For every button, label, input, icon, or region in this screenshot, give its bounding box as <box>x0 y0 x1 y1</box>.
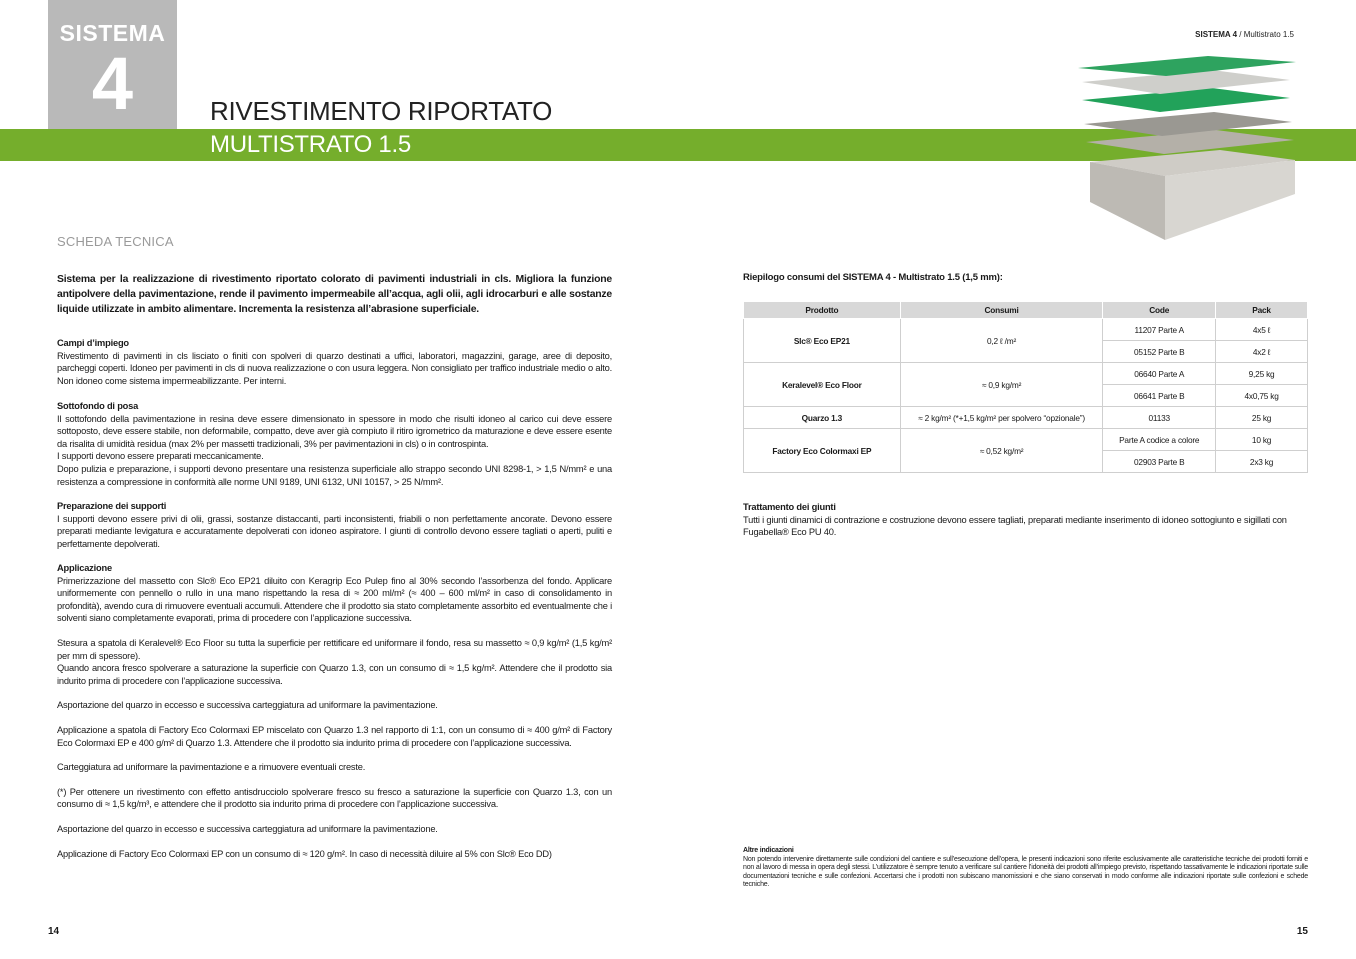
header-prodotto: Prodotto <box>744 302 901 319</box>
preparazione-text: I supporti devono essere privi di olii, grassi, sostanze distaccanti, parti inconsistenti, friabili o non perfettamente ancorate. Devono essere preparati mediante levigatura e accuratamente depolverati con idoneo aspiratore. I giunti di controllo devono essere tagliati o aperti, puliti e perfettamente depolverati. <box>57 513 612 549</box>
running-head <box>1195 30 1294 39</box>
cell-consumi: ≈ 0,52 kg/m² <box>900 429 1103 473</box>
cell-pack: 10 kg <box>1216 429 1308 451</box>
sottofondo-section <box>57 400 612 488</box>
campi-section <box>57 337 612 387</box>
applicazione-p3: Asportazione del quarzo in eccesso e successiva carteggiatura ad uniformare la pavimentazione. <box>57 700 438 711</box>
cell-code: 01133 <box>1103 407 1216 429</box>
page-subtitle: MULTISTRATO 1.5 <box>210 131 411 158</box>
badge-label: SISTEMA <box>59 20 166 46</box>
layer-green-top <box>1078 56 1296 76</box>
header-consumi: Consumi <box>900 302 1103 319</box>
layer-primer <box>1086 130 1294 154</box>
table-title: Riepilogo consumi del SISTEMA 4 - Multistrato 1.5 (1,5 mm): <box>743 272 1003 283</box>
header-code: Code <box>1103 302 1216 319</box>
table-row <box>744 319 1308 341</box>
cell-pack: 9,25 kg <box>1216 363 1308 385</box>
cell-pack: 4x2 ℓ <box>1216 341 1308 363</box>
system-badge <box>48 0 177 129</box>
cell-consumi: ≈ 2 kg/m² (*+1,5 kg/m² per spolvero “opzionale”) <box>900 407 1103 429</box>
applicazione-p8: Applicazione di Factory Eco Colormaxi EP con un consumo di ≈ 120 g/m². In caso di necessità diluire al 5% con Slc® Eco DD) <box>57 848 552 859</box>
cell-consumi: 0,2 ℓ /m² <box>900 319 1103 363</box>
applicazione-p2b: Quando ancora fresco spolverare a saturazione la superficie con Quarzo 1.3, con un consumo di ≈ 1,5 kg/m². Attendere che il prodotto sia indurito prima di procedere con l’applicazione successiva. <box>57 663 612 686</box>
altre-text: Non potendo intervenire direttamente sulle condizioni del cantiere e sull’esecuzione dell’opera, le presenti indicazioni sono riferite esclusivamente alle caratteristiche tecniche dei prodotti forniti e non al lavoro di messa in opera degli stessi. L’utilizzatore è sempre tenuto a verificare sul cantiere l’idoneità dei prodotti all’impiego previsto, rispettando tassativamente le indicazioni riportate sulle documentazioni tecniche e sulle confezioni. Accertarsi che i prodotti non subiscano manomissioni e che siano conservati in modo conforme alle indicazioni riportate sulle confezioni e schede tecniche. <box>743 855 1308 889</box>
running-head-product: / Multistrato 1.5 <box>1237 30 1294 39</box>
cell-code: 06640 Parte A <box>1103 363 1216 385</box>
giunti-section <box>743 501 1308 539</box>
page-number-right: 15 <box>1296 926 1308 937</box>
cell-pack: 25 kg <box>1216 407 1308 429</box>
giunti-text: Tutti i giunti dinamici di contrazione e costruzione devono essere tagliati, preparati mediante inserimento di idoneo sottogiunto e sigillati con Fugabella® Eco PU 40. <box>743 514 1287 538</box>
applicazione-p6: (*) Per ottenere un rivestimento con effetto antisdrucciolo spolverare fresco su fresco a saturazione la superficie con Quarzo 1.3, con un consumo di ≈ 1,5 kg/m³, e attendere che il prodotto sia indurito prima di procedere con l’applicazione successiva. <box>57 786 612 810</box>
table-header-row <box>744 302 1308 319</box>
section-label: SCHEDA TECNICA <box>57 234 174 249</box>
cell-consumi: ≈ 0,9 kg/m² <box>900 363 1103 407</box>
cell-pack: 2x3 kg <box>1216 451 1308 473</box>
cell-code: 06641 Parte B <box>1103 385 1216 407</box>
page-title: RIVESTIMENTO RIPORTATO <box>210 96 553 126</box>
page-number-left: 14 <box>48 926 60 937</box>
table-row <box>744 429 1308 451</box>
campi-text: Rivestimento di pavimenti in cls lisciato o finiti con spolveri di quarzo destinati a uffici, laboratori, magazzini, garage, aree di deposito, parcheggi coperti. Idoneo per pavimenti in cls di nuova realizzazione o con usura leggera. Non consigliato per traffico industriale medio o alto. Non idoneo come sistema impermeabilizzante. Per interni. <box>57 350 612 386</box>
sottofondo-heading: Sottofondo di posa <box>57 401 139 411</box>
cell-pack: 4x0,75 kg <box>1216 385 1308 407</box>
sottofondo-p2: I supporti devono essere preparati meccanicamente. <box>57 451 264 462</box>
header-pack: Pack <box>1216 302 1308 319</box>
layer-quartz <box>1084 112 1292 136</box>
altre-heading: Altre indicazioni <box>743 847 794 854</box>
applicazione-p4: Applicazione a spatola di Factory Eco Colormaxi EP miscelato con Quarzo 1.3 nel rapporto di 1:1, con un consumo di ≈ 400 g/m² di Factory Eco Colormaxi EP e 400 g/m² di Quarzo 1.3. Attendere che il prodotto sia indurito prima di procedere con l’applicazione successiva. <box>57 724 612 748</box>
sottofondo-p3: Dopo pulizia e preparazione, i supporti devono presentare una resistenza superficiale allo strappo secondo UNI 8298-1, > 1,5 N/mm² e una resistenza a compressione in conformità alle norme UNI 9189, UNI 6132, UNI 10157, > 25 N/mm². <box>57 463 612 487</box>
cell-code: 02903 Parte B <box>1103 451 1216 473</box>
cell-code: 11207 Parte A <box>1103 319 1216 341</box>
cell-prodotto: Quarzo 1.3 <box>744 407 901 429</box>
campi-heading: Campi d’impiego <box>57 338 129 348</box>
sottofondo-p1: Il sottofondo della pavimentazione in resina deve essere dimensionato in spessore in modo che risulti idoneo al carico cui deve essere sottoposto, deve essere stabile, non deformabile, compatto, deve aver già compiuto il ritiro igrometrico da maturazione e deve essere esente da risalita di umidità residua (max 2% per massetti tradizionali, 3% per pavimentazioni in cls) o in controspinta. <box>57 413 612 449</box>
cell-prodotto: Keralevel® Eco Floor <box>744 363 901 407</box>
preparazione-section <box>57 500 612 550</box>
table-row <box>744 363 1308 385</box>
applicazione-p2a: Stesura a spatola di Keralevel® Eco Floor su tutta la superficie per rettificare ed uniformare il fondo, resa su massetto ≈ 0,9 kg/m² (1,5 kg/m² per mm di spessore). <box>57 637 612 661</box>
giunti-heading: Trattamento dei giunti <box>743 502 836 512</box>
altre-section <box>743 847 1308 890</box>
cell-code: Parte A codice a colore <box>1103 429 1216 451</box>
preparazione-heading: Preparazione dei supporti <box>57 501 167 511</box>
layer-green-2 <box>1082 88 1290 112</box>
applicazione-p5: Carteggiatura ad uniformare la pavimentazione e a rimuovere eventuali creste. <box>57 762 366 773</box>
cell-prodotto: Factory Eco Colormaxi EP <box>744 429 901 473</box>
applicazione-heading: Applicazione <box>57 563 112 573</box>
intro-text: Sistema per la realizzazione di rivestimento riportato colorato di pavimenti industriali in cls. Migliora la funzione antipolvere della pavimentazione, rende il pavimento impermeabile all’acqua, agli olii, agli idrocarburi e alle sostanze liquide utilizzate in ambito alimentare. Incrementa la resistenza all’abrasione superficiale. <box>57 274 612 315</box>
layers-illustration <box>1070 52 1310 244</box>
cell-prodotto: Slc® Eco EP21 <box>744 319 901 363</box>
applicazione-p1: Primerizzazione del massetto con Slc® Eco EP21 diluito con Keragrip Eco Pulep fino al 30% secondo l’assorbenza del fondo. Applicare uniformemente con pennello o rullo in una mano rispettando la resa di ≈ 200 ml/m² (≈ 400 – 600 ml/m² in caso di consolidamento in profondità), avendo cura di rimuovere eventuali accumuli. Attendere che il prodotto sia stato completamente assorbito ed eventualmente che i solventi siano completamente evaporati, prima di procedere con l’applicazione successiva. <box>57 575 612 624</box>
running-head-system: SISTEMA 4 <box>1195 30 1238 39</box>
applicazione-section <box>57 562 612 860</box>
cell-pack: 4x5 ℓ <box>1216 319 1308 341</box>
applicazione-p7: Asportazione del quarzo in eccesso e successiva carteggiatura ad uniformare la pavimentazione. <box>57 823 438 834</box>
badge-number: 4 <box>91 42 134 125</box>
table-row <box>744 407 1308 429</box>
consumption-table <box>743 301 1308 473</box>
cell-code: 05152 Parte B <box>1103 341 1216 363</box>
